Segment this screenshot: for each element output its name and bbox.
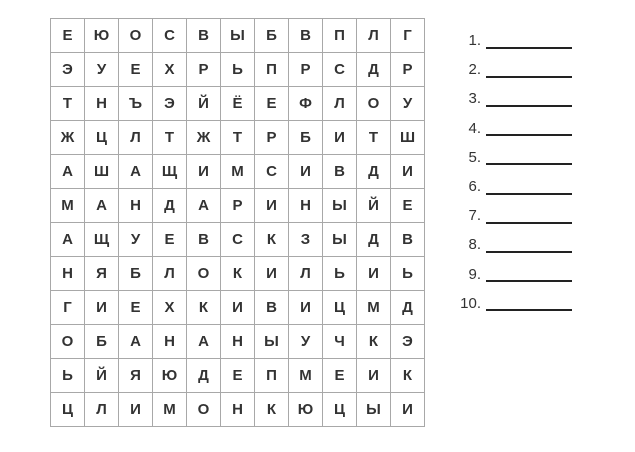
grid-cell[interactable]: Ы xyxy=(357,393,391,427)
grid-cell[interactable]: И xyxy=(289,291,323,325)
grid-cell[interactable]: М xyxy=(357,291,391,325)
grid-cell[interactable]: Й xyxy=(187,87,221,121)
grid-cell[interactable]: Й xyxy=(357,189,391,223)
answer-blank[interactable] xyxy=(486,208,572,224)
answer-blank[interactable] xyxy=(486,237,572,253)
grid-cell[interactable]: Л xyxy=(153,257,187,291)
answer-list xyxy=(455,26,572,318)
grid-cell[interactable]: П xyxy=(255,53,289,87)
grid-cell[interactable]: Ю xyxy=(85,19,119,53)
grid-cell[interactable]: Б xyxy=(119,257,153,291)
answer-row xyxy=(455,172,572,201)
grid-cell[interactable]: Н xyxy=(119,189,153,223)
grid-cell[interactable]: В xyxy=(323,155,357,189)
answer-row xyxy=(455,230,572,259)
grid-cell[interactable]: Д xyxy=(153,189,187,223)
answer-row xyxy=(455,143,572,172)
grid-cell[interactable]: А xyxy=(187,189,221,223)
answer-number: 9. xyxy=(468,265,481,283)
answer-number: 2. xyxy=(468,61,481,79)
grid-cell[interactable]: Т xyxy=(221,121,255,155)
grid-cell[interactable]: Ы xyxy=(323,189,357,223)
grid-cell[interactable]: И xyxy=(323,121,357,155)
grid-cell[interactable]: К xyxy=(255,223,289,257)
grid-cell[interactable]: О xyxy=(119,19,153,53)
grid-cell[interactable]: П xyxy=(255,359,289,393)
grid-cell[interactable]: Я xyxy=(85,257,119,291)
grid-cell[interactable]: Ц xyxy=(323,393,357,427)
grid-cell[interactable]: Т xyxy=(357,121,391,155)
grid-cell[interactable]: И xyxy=(221,291,255,325)
answer-number: 8. xyxy=(468,236,481,254)
grid-cell[interactable]: Р xyxy=(187,53,221,87)
grid-cell[interactable]: Ж xyxy=(51,121,85,155)
grid-cell[interactable]: Д xyxy=(187,359,221,393)
answer-blank[interactable] xyxy=(486,62,572,78)
grid-cell[interactable]: В xyxy=(187,223,221,257)
answer-blank[interactable] xyxy=(486,179,572,195)
grid-cell[interactable]: Д xyxy=(391,291,425,325)
grid-cell[interactable]: Ь xyxy=(221,53,255,87)
grid-cell[interactable]: Щ xyxy=(85,223,119,257)
grid-cell[interactable]: А xyxy=(119,155,153,189)
grid-cell[interactable]: К xyxy=(357,325,391,359)
grid-cell[interactable]: Й xyxy=(85,359,119,393)
grid-cell[interactable]: К xyxy=(221,257,255,291)
grid-cell[interactable]: С xyxy=(221,223,255,257)
grid-cell[interactable]: Ж xyxy=(187,121,221,155)
grid-cell[interactable]: И xyxy=(255,189,289,223)
grid-cell[interactable]: А xyxy=(187,325,221,359)
grid-cell[interactable]: Н xyxy=(153,325,187,359)
grid-cell[interactable]: А xyxy=(85,189,119,223)
grid-cell[interactable]: Ъ xyxy=(119,87,153,121)
grid-cell[interactable]: Е xyxy=(255,87,289,121)
grid-cell[interactable]: А xyxy=(51,223,85,257)
answer-blank[interactable] xyxy=(486,149,572,165)
grid-cell[interactable]: Н xyxy=(85,87,119,121)
answer-row xyxy=(455,114,572,143)
answer-number: 5. xyxy=(468,148,481,166)
grid-cell[interactable]: Е xyxy=(323,359,357,393)
grid-cell[interactable]: Д xyxy=(357,155,391,189)
grid-cell[interactable]: Л xyxy=(85,393,119,427)
grid-cell[interactable]: Л xyxy=(289,257,323,291)
grid-cell[interactable]: Ы xyxy=(255,325,289,359)
grid-cell[interactable]: И xyxy=(357,359,391,393)
word-search-grid xyxy=(50,18,425,427)
grid-cell[interactable]: М xyxy=(153,393,187,427)
grid-cell[interactable]: К xyxy=(255,393,289,427)
grid-cell[interactable]: В xyxy=(255,291,289,325)
grid-cell[interactable]: Б xyxy=(289,121,323,155)
grid-cell[interactable]: Э xyxy=(391,325,425,359)
grid-cell[interactable]: У xyxy=(391,87,425,121)
grid-cell[interactable]: Х xyxy=(153,53,187,87)
grid-cell[interactable]: Д xyxy=(357,53,391,87)
grid-cell[interactable]: Р xyxy=(391,53,425,87)
grid-cell[interactable]: Ь xyxy=(51,359,85,393)
answer-number: 4. xyxy=(468,119,481,137)
grid-cell[interactable]: К xyxy=(391,359,425,393)
answer-number: 1. xyxy=(468,32,481,50)
grid-cell[interactable]: Н xyxy=(221,325,255,359)
grid-cell[interactable]: Х xyxy=(153,291,187,325)
grid-cell[interactable]: П xyxy=(323,19,357,53)
grid-cell[interactable]: Р xyxy=(289,53,323,87)
grid-cell[interactable]: Щ xyxy=(153,155,187,189)
grid-cell[interactable]: Ч xyxy=(323,325,357,359)
grid-cell[interactable]: Е xyxy=(119,53,153,87)
grid-cell[interactable]: У xyxy=(85,53,119,87)
grid-cell[interactable]: О xyxy=(187,257,221,291)
grid-cell[interactable]: Ь xyxy=(391,257,425,291)
grid-cell[interactable]: Д xyxy=(357,223,391,257)
grid-cell[interactable]: О xyxy=(187,393,221,427)
grid-cell[interactable]: Т xyxy=(153,121,187,155)
grid-cell[interactable]: Л xyxy=(323,87,357,121)
grid-cell[interactable]: Е xyxy=(391,189,425,223)
answer-row xyxy=(455,55,572,84)
answer-number: 6. xyxy=(468,178,481,196)
answer-row xyxy=(455,289,572,318)
grid-cell[interactable]: В xyxy=(187,19,221,53)
grid-cell[interactable]: Ф xyxy=(289,87,323,121)
grid-cell[interactable]: Ц xyxy=(323,291,357,325)
grid-cell[interactable]: Ш xyxy=(85,155,119,189)
grid-cell[interactable]: Т xyxy=(51,87,85,121)
grid-cell[interactable]: Я xyxy=(119,359,153,393)
grid-cell[interactable]: Э xyxy=(153,87,187,121)
grid-cell[interactable]: В xyxy=(289,19,323,53)
grid-cell[interactable]: И xyxy=(357,257,391,291)
answer-row xyxy=(455,260,572,289)
grid-cell[interactable]: Б xyxy=(255,19,289,53)
grid-cell[interactable]: О xyxy=(357,87,391,121)
grid-cell[interactable]: Ц xyxy=(85,121,119,155)
grid-cell[interactable]: Ю xyxy=(289,393,323,427)
grid-cell[interactable]: У xyxy=(119,223,153,257)
grid-cell[interactable]: И xyxy=(289,155,323,189)
grid-cell[interactable]: Э xyxy=(51,53,85,87)
grid-cell[interactable]: Ь xyxy=(323,257,357,291)
grid-cell[interactable]: Л xyxy=(357,19,391,53)
grid-cell[interactable]: Б xyxy=(85,325,119,359)
grid-cell[interactable]: Ы xyxy=(221,19,255,53)
answer-row xyxy=(455,84,572,113)
answer-number: 7. xyxy=(468,207,481,225)
grid-cell[interactable]: С xyxy=(255,155,289,189)
grid-cell[interactable]: Ы xyxy=(323,223,357,257)
grid-cell[interactable]: И xyxy=(391,393,425,427)
grid-cell[interactable]: Р xyxy=(255,121,289,155)
grid-cell[interactable]: С xyxy=(153,19,187,53)
grid-cell[interactable]: Л xyxy=(119,121,153,155)
answer-blank[interactable] xyxy=(486,33,572,49)
answer-blank[interactable] xyxy=(486,295,572,311)
grid-cell[interactable]: Н xyxy=(289,189,323,223)
grid-cell[interactable]: Н xyxy=(221,393,255,427)
grid-cell[interactable]: К xyxy=(187,291,221,325)
grid-cell[interactable]: И xyxy=(187,155,221,189)
grid-cell[interactable]: М xyxy=(221,155,255,189)
grid-cell[interactable]: Е xyxy=(221,359,255,393)
grid-cell[interactable]: Ё xyxy=(221,87,255,121)
grid-cell[interactable]: Ц xyxy=(51,393,85,427)
grid-cell[interactable]: З xyxy=(289,223,323,257)
grid-cell[interactable]: Н xyxy=(51,257,85,291)
answer-number: 3. xyxy=(468,90,481,108)
grid-cell[interactable]: Е xyxy=(119,291,153,325)
answer-number: 10. xyxy=(460,294,481,312)
grid-cell[interactable]: М xyxy=(289,359,323,393)
grid-cell[interactable]: Е xyxy=(153,223,187,257)
grid-cell[interactable]: М xyxy=(51,189,85,223)
grid-cell[interactable]: И xyxy=(119,393,153,427)
grid-cell[interactable]: Ш xyxy=(391,121,425,155)
grid-cell[interactable]: Г xyxy=(51,291,85,325)
grid-cell[interactable]: Г xyxy=(391,19,425,53)
answer-blank[interactable] xyxy=(486,120,572,136)
grid-cell[interactable]: Е xyxy=(51,19,85,53)
grid-cell[interactable]: О xyxy=(51,325,85,359)
answer-row xyxy=(455,26,572,55)
grid-cell[interactable]: У xyxy=(289,325,323,359)
grid-cell[interactable]: И xyxy=(255,257,289,291)
grid-cell[interactable]: В xyxy=(391,223,425,257)
grid-cell[interactable]: С xyxy=(323,53,357,87)
answer-blank[interactable] xyxy=(486,266,572,282)
answer-blank[interactable] xyxy=(486,91,572,107)
answer-row xyxy=(455,201,572,230)
grid-cell[interactable]: Р xyxy=(221,189,255,223)
grid-cell[interactable]: А xyxy=(51,155,85,189)
grid-cell[interactable]: И xyxy=(85,291,119,325)
grid-cell[interactable]: И xyxy=(391,155,425,189)
grid-cell[interactable]: А xyxy=(119,325,153,359)
grid-cell[interactable]: Ю xyxy=(153,359,187,393)
